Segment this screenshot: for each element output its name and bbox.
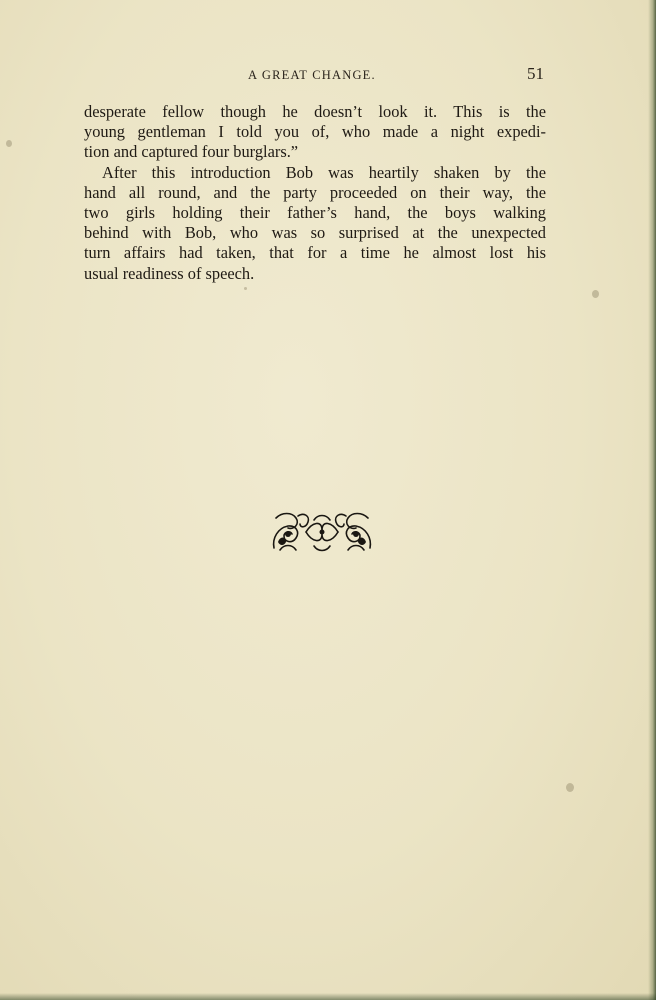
page-bottom-shadow: [0, 993, 656, 1000]
floral-ornament-icon: [270, 508, 374, 554]
text-line: After this introduction Bob was heartily shaken by the: [102, 162, 546, 182]
paper-spot: [244, 287, 247, 290]
page-number: 51: [527, 64, 544, 83]
paper-spot: [6, 140, 12, 147]
text-line: two girls holding their father’s hand, the boys walking: [84, 203, 546, 223]
running-head: [84, 66, 546, 86]
text-line: desperate fellow though he doesn’t look it. This is the: [84, 102, 546, 121]
text-line: usual readiness of speech.: [84, 263, 255, 283]
paper-spot: [592, 290, 599, 298]
text-line: tion and captured four burglars.”: [84, 142, 299, 162]
running-head-title: A GREAT CHANGE.: [248, 68, 376, 82]
body-text: [84, 102, 546, 284]
page-edge-shadow: [648, 0, 656, 1000]
text-line: turn affairs had taken, that for a time he almost lost his: [84, 243, 546, 263]
text-line: behind with Bob, who was so surprised at the unexpected: [84, 223, 546, 243]
text-line: hand all round, and the party proceeded on their way, the: [84, 182, 546, 202]
text-line: young gentleman I told you of, who made a night expedi-: [84, 122, 546, 142]
paper-spot: [566, 783, 574, 792]
